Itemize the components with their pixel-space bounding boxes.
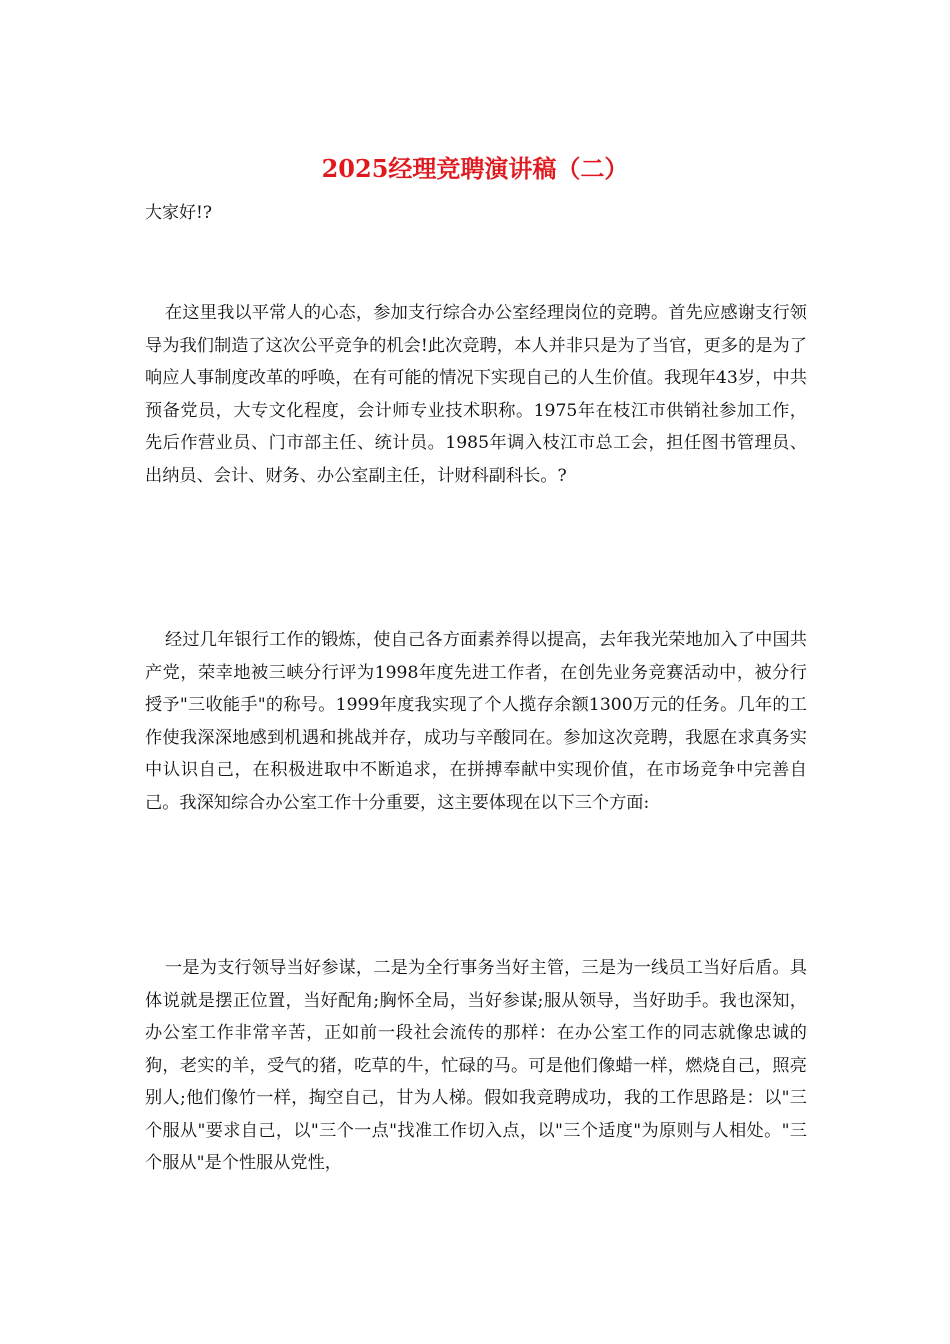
paragraph-1: 在这里我以平常人的心态，参加支行综合办公室经理岗位的竞聘。首先应感谢支行领导为我们制造了这次公平竞争的机会!此次竞聘，本人并非只是为了当官，更多的是为了响应人事制度改革的呼唤，在有可能的情况下实现自己的人生价值。我现年43岁，中共预备党员，大专文化程度，会计师专业技术职称。1975年在枝江市供销社参加工作，先后作营业员、门市部主任、统计员。1985年调入枝江市总工会，担任图书管理员、出纳员、会计、财务、办公室副主任，计财科副科长。?: [145, 303, 807, 486]
paragraph-2: 经过几年银行工作的锻炼，使自己各方面素养得以提高，去年我光荣地加入了中国共产党，荣幸地被三峡分行评为1998年度先进工作者，在创先业务竞赛活动中，被分行授予"三收能手"的称号。1999年度我实现了个人揽存余额1300万元的任务。几年的工作使我深深地感到机遇和挑战并存，成功与辛酸同在。参加这次竞聘，我愿在求真务实中认识自己，在积极进取中不断追求，在拼搏奉献中实现价值，在市场竞争中完善自己。我深知综合办公室工作十分重要，这主要体现在以下三个方面:: [145, 630, 807, 813]
greeting-text: 大家好!?: [145, 203, 212, 223]
document-title: 2025经理竞聘演讲稿（二）: [321, 154, 629, 183]
paragraph-3: 一是为支行领导当好参谋，二是为全行事务当好主管，三是为一线员工当好后盾。具体说就是摆正位置，当好配角;胸怀全局，当好参谋;服从领导，当好助手。我也深知，办公室工作非常辛苦，正如前一段社会流传的那样：在办公室工作的同志就像忠诚的狗，老实的羊，受气的猪，吃草的牛，忙碌的马。可是他们像蜡一样，燃烧自己，照亮别人;他们像竹一样，掏空自己，甘为人梯。假如我竞聘成功，我的工作思路是：以"三个服从"要求自己，以"三个一点"找准工作切入点，以"三个适度"为原则与人相处。"三个服从"是个性服从党性，: [145, 958, 807, 1173]
